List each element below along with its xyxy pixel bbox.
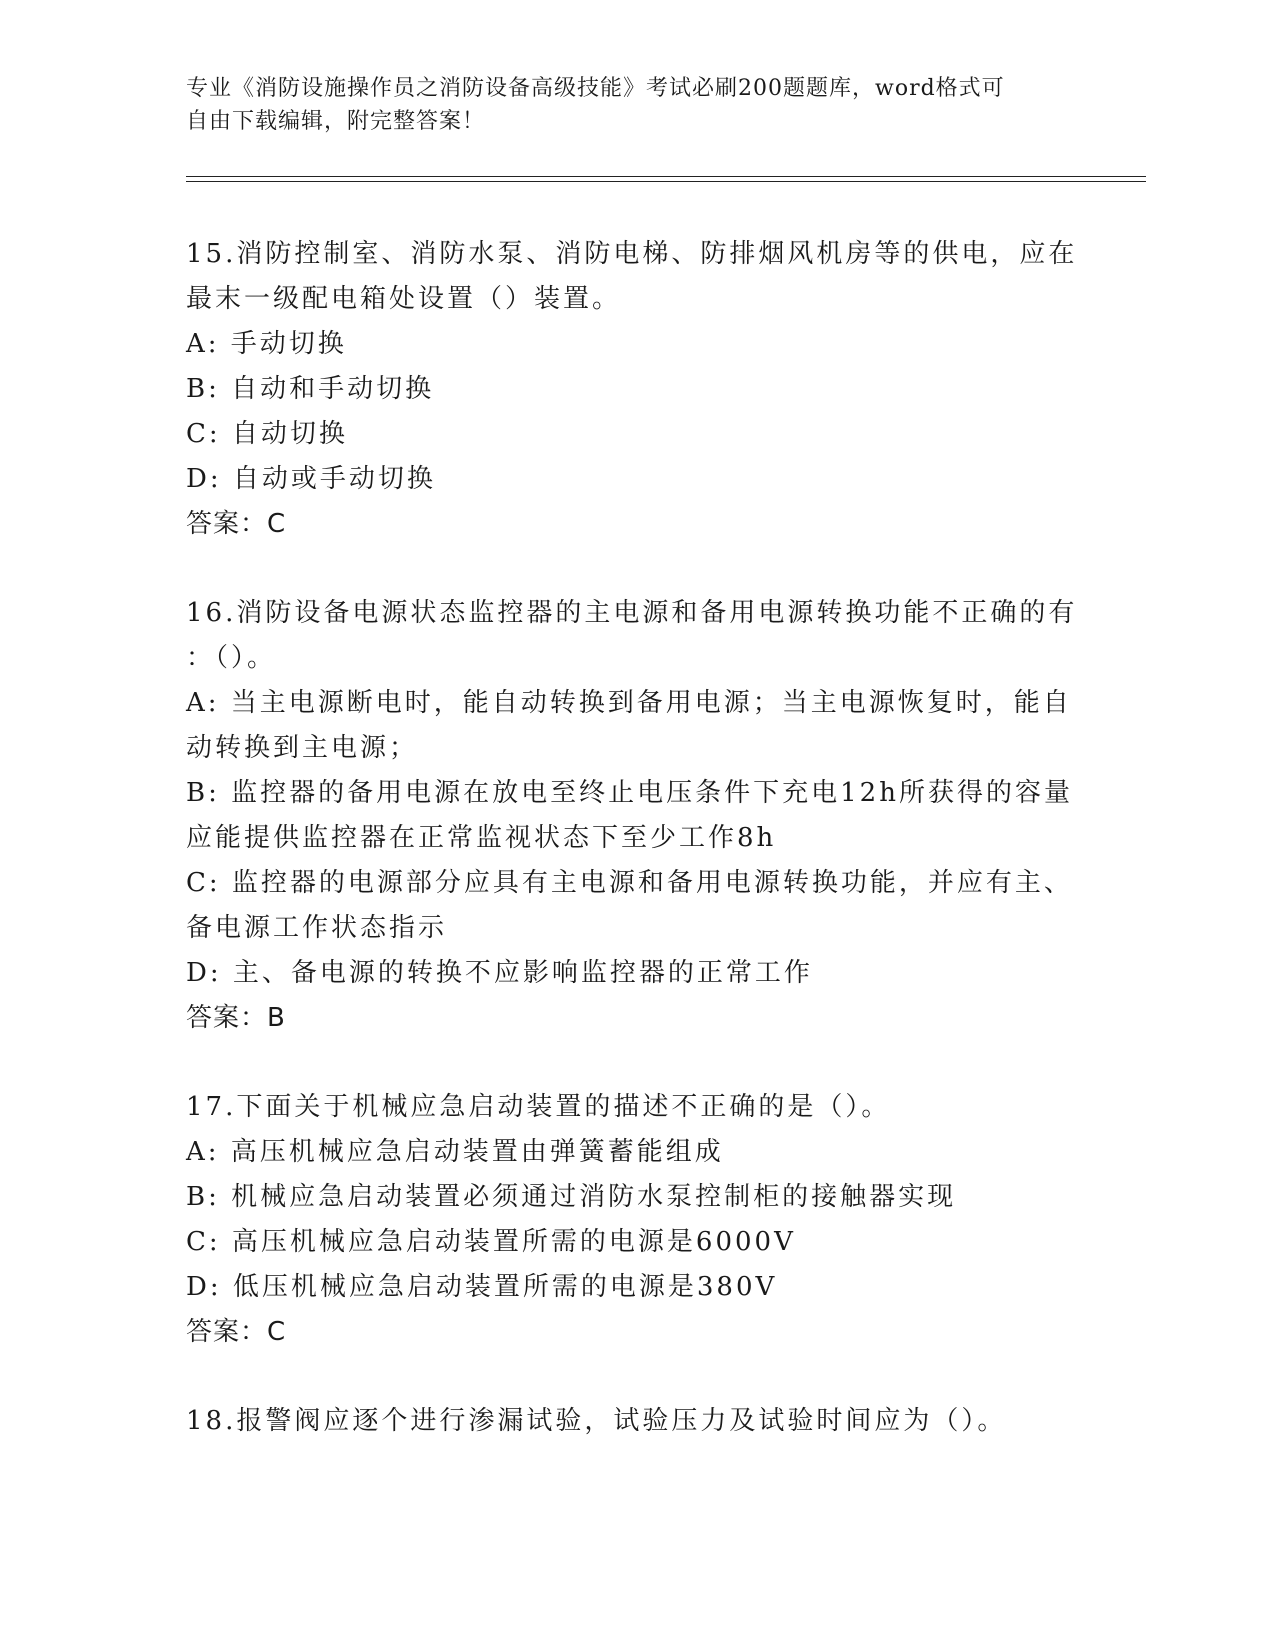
question-stem: 15.消防控制室、消防水泵、消防电梯、防排烟风机房等的供电，应在	[186, 239, 1078, 269]
option-d: D: 低压机械应急启动装置所需的电源是380V	[186, 1272, 778, 1302]
option-b: B: 自动和手动切换	[186, 374, 435, 404]
option-d: D: 主、备电源的转换不应影响监控器的正常工作	[186, 958, 813, 988]
option-a: A: 当主电源断电时，能自动转换到备用电源；当主电源恢复时，能自	[186, 688, 1072, 718]
option-c: C: 监控器的电源部分应具有主电源和备用电源转换功能，并应有主、	[186, 868, 1073, 898]
answer-key: 答案：C	[186, 509, 287, 539]
option-c-continued: 备电源工作状态指示	[186, 913, 448, 943]
option-a-continued: 动转换到主电源；	[186, 733, 419, 763]
question-18	[186, 1399, 1086, 1444]
header-divider-bottom	[186, 181, 1146, 182]
option-a: A: 高压机械应急启动装置由弹簧蓄能组成	[186, 1137, 724, 1167]
header-line-2: 自由下载编辑，附完整答案！	[186, 109, 486, 134]
option-c: C: 自动切换	[186, 419, 348, 449]
option-b: B: 监控器的备用电源在放电至终止电压条件下充电12h所获得的容量	[186, 778, 1073, 808]
question-list	[186, 232, 1086, 1488]
document-header	[186, 72, 1086, 138]
answer-key: 答案：B	[186, 1003, 286, 1033]
question-17	[186, 1085, 1086, 1355]
option-a: A: 手动切换	[186, 329, 347, 359]
option-d: D: 自动或手动切换	[186, 464, 436, 494]
question-stem: 16.消防设备电源状态监控器的主电源和备用电源转换功能不正确的有	[186, 598, 1078, 628]
question-stem: 17.下面关于机械应急启动装置的描述不正确的是（）。	[186, 1092, 891, 1122]
option-b-continued: 应能提供监控器在正常监视状态下至少工作8h	[186, 823, 777, 853]
option-b: B: 机械应急启动装置必须通过消防水泵控制柜的接触器实现	[186, 1182, 957, 1212]
answer-key: 答案：C	[186, 1317, 287, 1347]
question-stem: 最末一级配电箱处设置（）装置。	[186, 284, 622, 314]
header-divider-top	[186, 176, 1146, 177]
question-15	[186, 232, 1086, 547]
question-16	[186, 591, 1086, 1041]
header-line-1: 专业《消防设施操作员之消防设备高级技能》考试必刷200题题库，word格式可	[186, 76, 1005, 101]
question-stem: 18.报警阀应逐个进行渗漏试验，试验压力及试验时间应为（）。	[186, 1406, 1007, 1436]
option-c: C: 高压机械应急启动装置所需的电源是6000V	[186, 1227, 796, 1257]
question-stem: ：（）。	[186, 643, 277, 673]
